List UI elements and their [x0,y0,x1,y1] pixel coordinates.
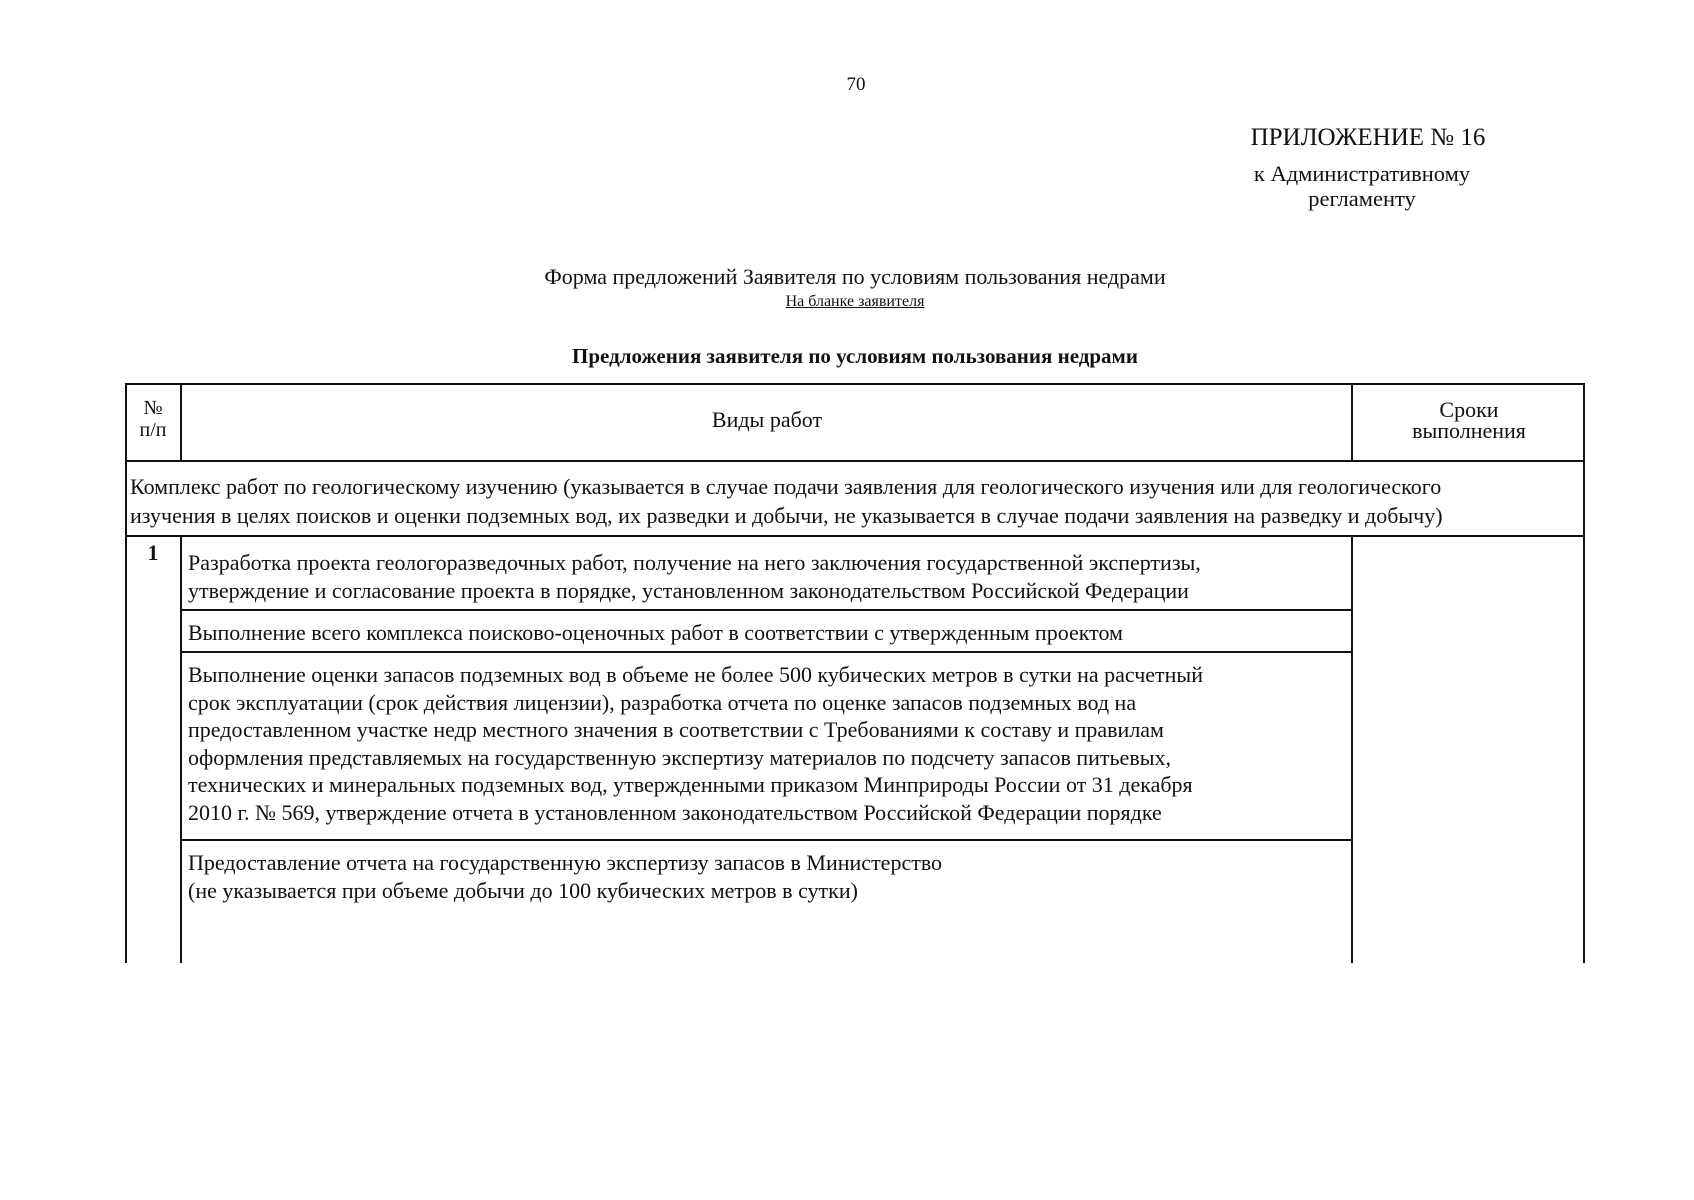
form-title: Форма предложений Заявителя по условиям пользования недрами [544,264,1166,289]
header-bottom-line [125,460,1585,462]
table-border-top [125,383,1585,385]
item-divider-3 [180,839,1352,841]
work-item-1-line-2: утверждение и согласование проекта в порядке, установленном законодательством Российской Федерации [188,577,1189,603]
work-item-3-line-2: срок эксплуатации (срок действия лицензии), разработка отчета по оценке запасов подземных вод на [188,689,1137,715]
table-border-left [125,383,127,963]
header-works: Виды работ [711,407,823,432]
proposals-table [125,383,1585,963]
row-divider-num [180,535,182,963]
header-num-line-2: п/п [139,419,167,441]
work-item-2 [188,619,1123,647]
appendix-title: ПРИЛОЖЕНИЕ № 16 [1250,124,1486,151]
section-row-line-1: Комплекс работ по геологическому изучению (указывается в случае подачи заявления для геологического изучения или для геологического [130,474,1442,499]
header-num-line-1: № [143,397,163,419]
work-item-4-line-2: (не указывается при объеме добычи до 100 кубических метров в сутки) [188,877,858,903]
work-item-3 [188,661,1203,826]
appendix-subtitle [1232,161,1492,211]
blank-note [400,292,1310,312]
header-num [125,397,181,441]
work-item-3-line-5: технических и минеральных подземных вод, утвержденными приказом Минприроды России от 31 декабря [188,772,1193,797]
row-number: 1 [147,540,159,565]
header-terms-line-1: Сроки [1439,397,1499,422]
item-divider-2 [180,651,1352,653]
work-item-3-line-3: предоставленном участке недр местного значения в соответствии с Требованиями к составу и правилам [188,717,1164,742]
section-row-line-2: изучения в целях поисков и оценки подземных вод, их разведки и добычи, не указывается в случае подачи заявления на разведку и добычу) [130,502,1443,528]
section-bottom-line [125,535,1585,537]
work-item-3-line-1: Выполнение оценки запасов подземных вод в объеме не более 500 кубических метров в сутки на расчетный [188,662,1203,687]
blank-note-text: На бланке заявителя [785,293,925,310]
work-item-2-line-1: Выполнение всего комплекса поисково-оценочных работ в соответствии с утвержденным проектом [188,620,1123,645]
header-terms-line-2: выполнения [1412,418,1526,443]
work-item-4-line-1: Предоставление отчета на государственную экспертизу запасов в Министерство [188,850,943,875]
row-divider-terms [1351,535,1353,963]
work-item-4 [188,849,942,904]
page-number: 70 [846,74,866,95]
appendix-subtitle-line-1: к Административному [1253,161,1471,186]
appendix-block [1232,123,1492,211]
work-item-3-line-4: оформления представляемых на государственную экспертизу материалов по подсчету запасов питьевых, [188,744,1171,770]
work-item-3-line-6: 2010 г. № 569, утверждение отчета в установленном законодательством Российской Федерации порядке [188,799,1162,825]
work-item-1-line-1: Разработка проекта геологоразведочных работ, получение на него заключения государственной экспертизы, [188,550,1201,575]
header-terms [1353,399,1585,441]
section-row [130,473,1586,530]
work-item-1 [188,549,1201,604]
table-title: Предложения заявителя по условиям пользования недрами [572,344,1138,368]
table-border-right [1583,383,1585,963]
item-divider-1 [180,609,1352,611]
appendix-subtitle-line-2: регламенту [1308,186,1416,211]
